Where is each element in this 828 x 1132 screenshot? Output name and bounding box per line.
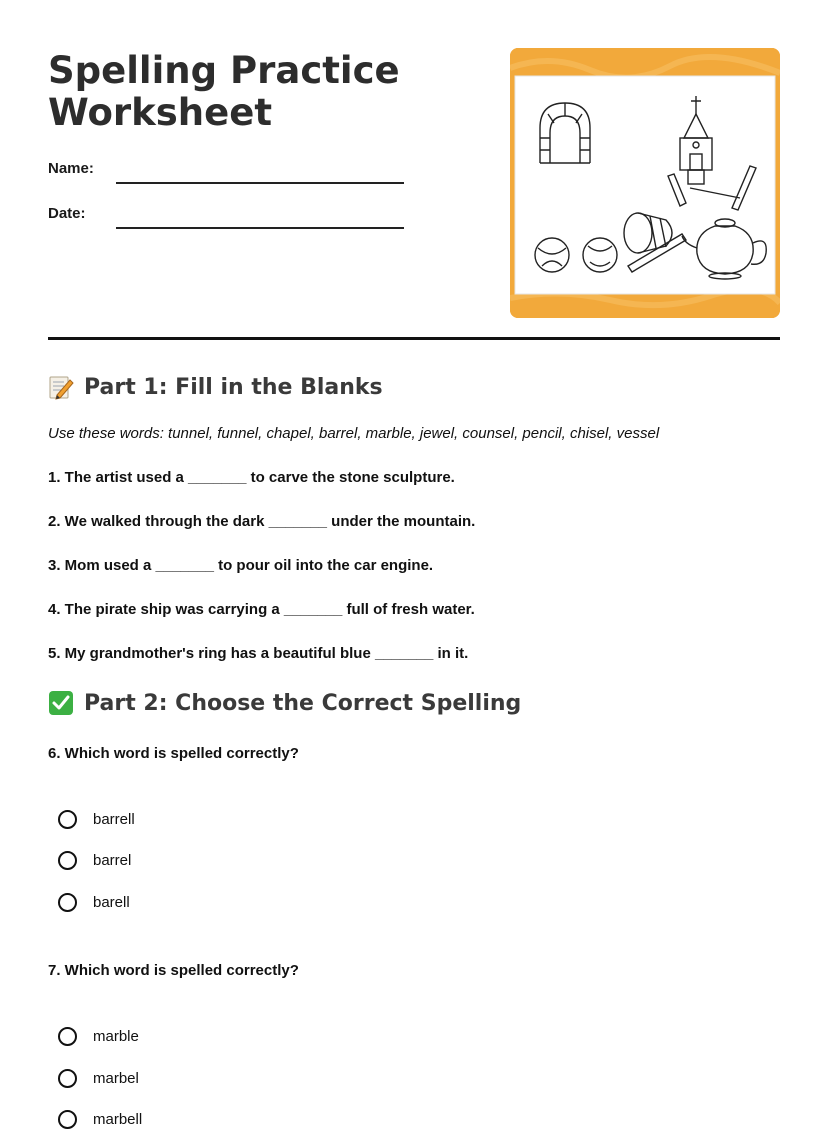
fill-question-1: 1. The artist used a _______ to carve the stone sculpture. (48, 469, 455, 486)
worksheet-illustration (510, 48, 780, 318)
radio-button[interactable] (58, 1027, 77, 1046)
choice-question-7: 7. Which word is spelled correctly? (48, 962, 299, 979)
option-label: marbell (93, 1110, 143, 1128)
option-label: barell (93, 893, 130, 911)
option-label: marble (93, 1027, 139, 1045)
fill-question-5: 5. My grandmother's ring has a beautiful blue _______ in it. (48, 645, 469, 662)
q6-option-2[interactable] (58, 847, 131, 873)
option-label: marbel (93, 1069, 139, 1087)
date-label: Date: (48, 205, 86, 222)
date-line[interactable] (116, 227, 404, 229)
q6-option-1[interactable] (58, 806, 135, 832)
q7-option-3[interactable] (58, 1106, 142, 1132)
q6-option-3[interactable] (58, 889, 130, 915)
fill-question-3: 3. Mom used a _______ to pour oil into the car engine. (48, 557, 434, 574)
word-bank-hint: Use these words: tunnel, funnel, chapel, barrel, marble, jewel, counsel, pencil, chisel, vessel (48, 425, 660, 442)
radio-button[interactable] (58, 1069, 77, 1088)
part1-heading (48, 374, 383, 400)
fill-question-2: 2. We walked through the dark _______ under the mountain. (48, 513, 476, 530)
option-label: barrell (93, 810, 135, 828)
fill-question-4: 4. The pirate ship was carrying a _______ full of fresh water. (48, 601, 475, 618)
section-divider (48, 337, 780, 340)
date-field[interactable] (48, 205, 408, 235)
radio-button[interactable] (58, 1110, 77, 1129)
check-mark-icon (48, 690, 74, 716)
name-label: Name: (48, 160, 94, 177)
name-line[interactable] (116, 182, 404, 184)
page-title: Spelling Practice Worksheet (48, 49, 400, 134)
radio-button[interactable] (58, 810, 77, 829)
name-field[interactable] (48, 160, 408, 190)
q7-option-2[interactable] (58, 1065, 139, 1091)
part2-title: Part 2: Choose the Correct Spelling (84, 690, 522, 716)
radio-button[interactable] (58, 893, 77, 912)
option-label: barrel (93, 851, 132, 869)
part1-title: Part 1: Fill in the Blanks (84, 374, 383, 400)
part2-heading (48, 690, 521, 716)
memo-pencil-icon (48, 374, 74, 400)
choice-question-6: 6. Which word is spelled correctly? (48, 745, 299, 762)
radio-button[interactable] (58, 851, 77, 870)
q7-option-1[interactable] (58, 1023, 139, 1049)
